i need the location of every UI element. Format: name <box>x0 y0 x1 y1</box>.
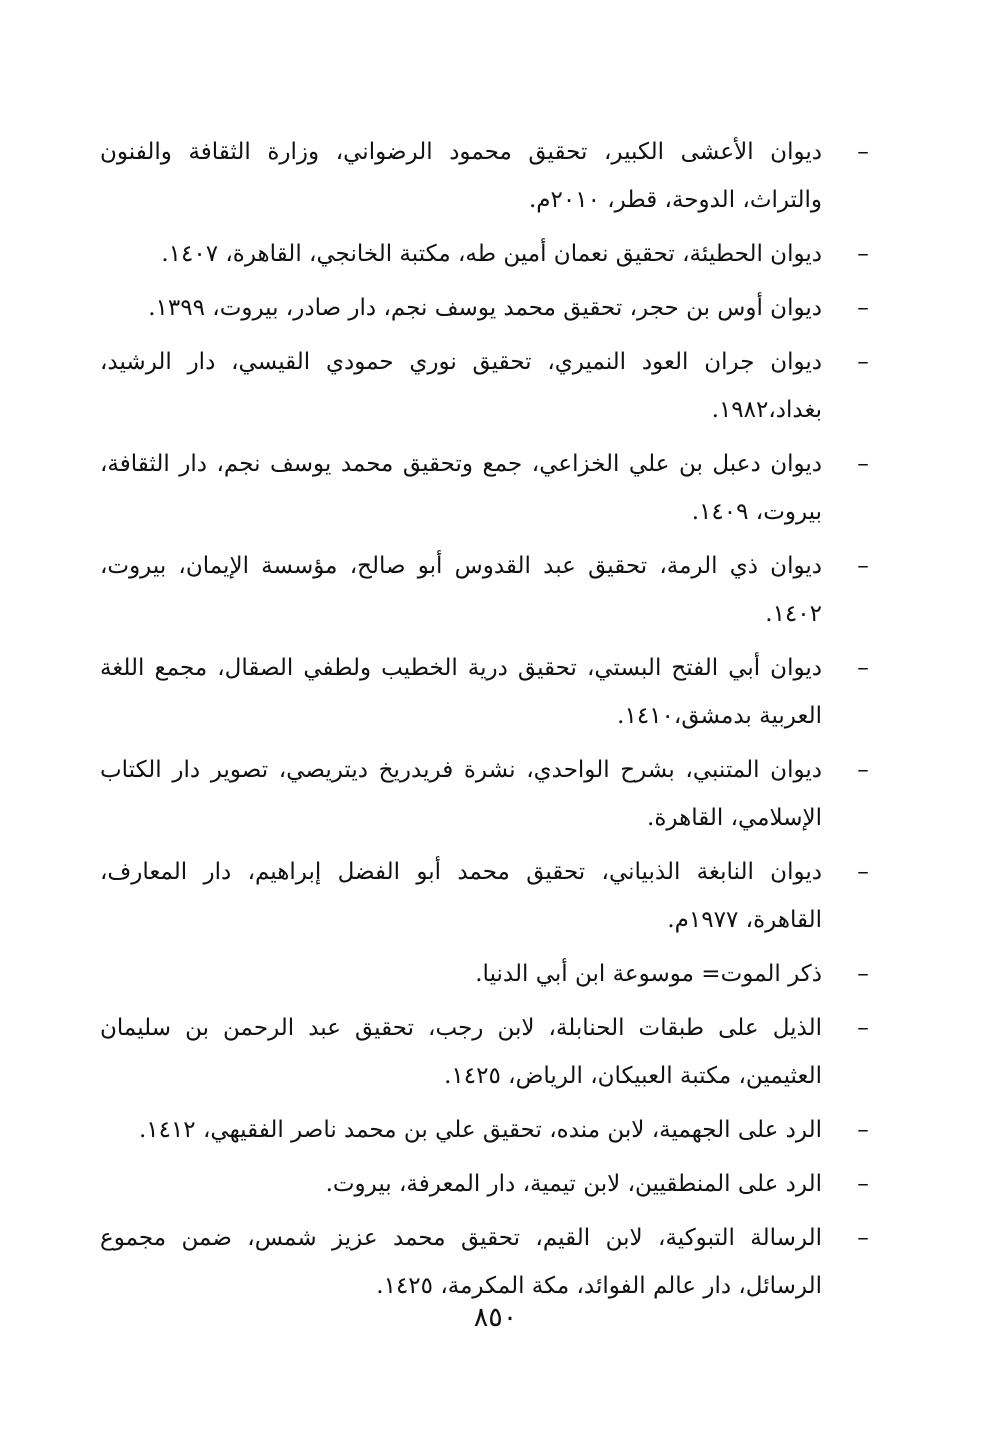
list-item <box>100 848 870 944</box>
reference-text: ديوان ذي الرمة، تحقيق عبد القدوس أبو صالح، مؤسسة الإيمان، بيروت، ١٤٠٢. <box>100 553 822 627</box>
list-item <box>100 950 870 998</box>
dash-bullet: – <box>857 451 869 477</box>
reference-text: ديوان المتنبي، بشرح الواحدي، نشرة فريدريخ ديتريصي، تصوير دار الكتاب الإسلامي، القاهرة. <box>100 757 822 831</box>
list-item <box>100 644 870 740</box>
reference-text: الرسالة التبوكية، لابن القيم، تحقيق محمد عزيز شمس، ضمن مجموع الرسائل، دار عالم الفوائد، مكة المكرمة، ١٤٢٥. <box>100 1225 822 1299</box>
dash-bullet: – <box>857 553 869 579</box>
list-item <box>100 440 870 536</box>
dash-bullet: – <box>857 349 869 375</box>
list-item <box>100 1160 870 1208</box>
list-item <box>100 1106 870 1154</box>
reference-text: ذكر الموت= موسوعة ابن أبي الدنيا. <box>475 961 822 987</box>
list-item <box>100 338 870 434</box>
bibliography-list <box>100 128 870 1316</box>
reference-text: ديوان النابغة الذبياني، تحقيق محمد أبو الفضل إبراهيم، دار المعارف، القاهرة، ١٩٧٧م. <box>100 859 822 933</box>
dash-bullet: – <box>857 1225 869 1251</box>
list-item <box>100 746 870 842</box>
dash-bullet: – <box>857 757 869 783</box>
list-item <box>100 542 870 638</box>
dash-bullet: – <box>857 859 869 885</box>
reference-text: ديوان دعبل بن علي الخزاعي، جمع وتحقيق محمد يوسف نجم، دار الثقافة، بيروت، ١٤٠٩. <box>100 451 822 525</box>
dash-bullet: – <box>857 961 869 987</box>
reference-text: الرد على الجهمية، لابن منده، تحقيق علي بن محمد ناصر الفقيهي، ١٤١٢. <box>138 1117 822 1143</box>
reference-text: ديوان أوس بن حجر، تحقيق محمد يوسف نجم، دار صادر، بيروت، ١٣٩٩. <box>148 295 822 321</box>
dash-bullet: – <box>857 241 869 267</box>
reference-text: ديوان جران العود النميري، تحقيق نوري حمودي القيسي، دار الرشيد، بغداد،١٩٨٢. <box>100 349 822 423</box>
page-number: ٨٥٠ <box>473 1302 518 1333</box>
reference-text: ديوان الحطيئة، تحقيق نعمان أمين طه، مكتبة الخانجي، القاهرة، ١٤٠٧. <box>161 241 822 267</box>
reference-text: الرد على المنطقيين، لابن تيمية، دار المعرفة، بيروت. <box>325 1171 822 1197</box>
list-item <box>100 1004 870 1100</box>
list-item <box>100 1214 870 1310</box>
reference-text: ديوان الأعشى الكبير، تحقيق محمود الرضواني، وزارة الثقافة والفنون والتراث، الدوحة، قطر، ٢٠١٠م. <box>100 139 822 213</box>
dash-bullet: – <box>857 295 869 321</box>
list-item <box>100 230 870 278</box>
dash-bullet: – <box>857 655 869 681</box>
reference-text: ديوان أبي الفتح البستي، تحقيق درية الخطيب ولطفي الصقال، مجمع اللغة العربية بدمشق،١٤١٠. <box>100 655 822 729</box>
list-item <box>100 284 870 332</box>
reference-text: الذيل على طبقات الحنابلة، لابن رجب، تحقيق عبد الرحمن بن سليمان العثيمين، مكتبة العبيكان، الرياض، ١٤٢٥. <box>100 1015 822 1089</box>
dash-bullet: – <box>857 139 869 165</box>
dash-bullet: – <box>857 1117 869 1143</box>
list-item <box>100 128 870 224</box>
dash-bullet: – <box>857 1015 869 1041</box>
dash-bullet: – <box>857 1171 869 1197</box>
